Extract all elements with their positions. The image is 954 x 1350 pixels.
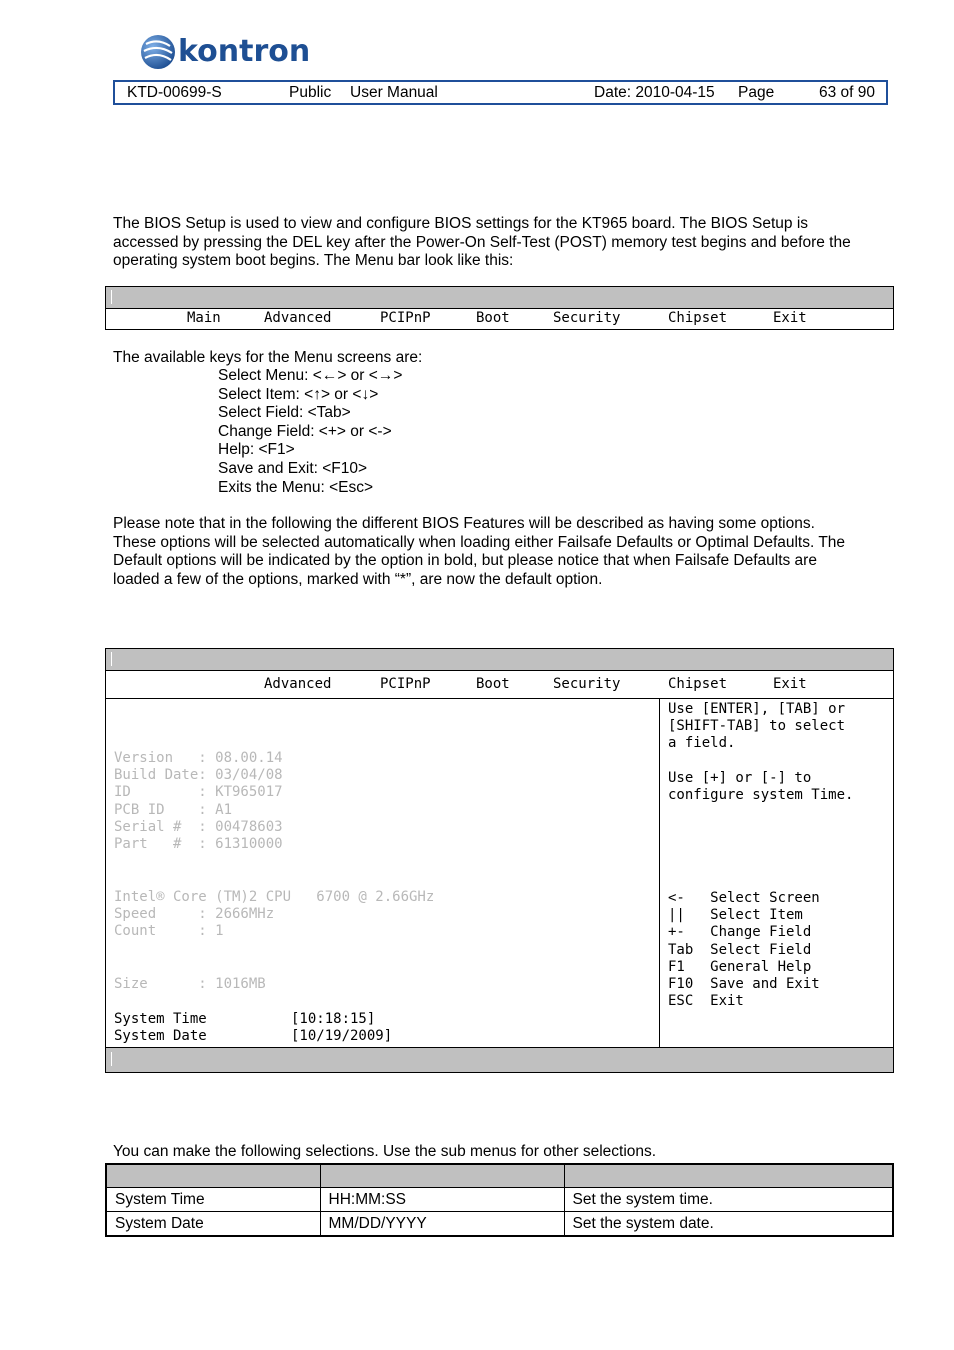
kontron-logo	[140, 32, 310, 72]
bios-part: Part # : 61310000	[114, 836, 283, 852]
note-line: loaded a few of the options, marked with “*”, are now the default option.	[113, 570, 603, 588]
doc-date: Date: 2010-04-15	[594, 84, 715, 101]
bios-memory-size: Size : 1016MB	[114, 976, 266, 992]
bios-menu-boot: Boot	[476, 676, 510, 692]
table-cell-description: Set the system date.	[564, 1212, 893, 1237]
menu-exit: Exit	[773, 310, 807, 326]
table-row	[106, 1188, 893, 1212]
menu-main: Main	[187, 310, 221, 326]
bios-legend-line: || Select Item	[668, 907, 803, 923]
table-cell-value: HH:MM:SS	[320, 1188, 564, 1212]
table-header-cell	[320, 1164, 564, 1188]
doc-id: KTD-00699-S	[127, 84, 222, 101]
key-item: Change Field: <+> or <->	[218, 422, 392, 440]
bios-menu-advanced: Advanced	[264, 676, 332, 692]
intro-line: The BIOS Setup is used to view and configure BIOS settings for the KT965 board. The BIOS Setup is	[113, 215, 809, 232]
menu-pcipnp: PCIPnP	[380, 310, 431, 326]
bios-legend-line: +- Change Field	[668, 924, 812, 940]
bios-help-text: Use [ENTER], [TAB] or	[668, 701, 846, 717]
bios-main-screen	[105, 648, 894, 1073]
document-header	[113, 80, 888, 105]
keys-list	[218, 367, 402, 497]
bios-cpu-count: Count : 1	[114, 923, 224, 939]
table-cell-option: System Date	[106, 1212, 320, 1237]
bios-help-text: a field.	[668, 735, 736, 751]
bios-menu-exit: Exit	[773, 676, 807, 692]
bios-pcb-id: PCB ID : A1	[114, 802, 233, 818]
selections-intro: You can make the following selections. Use the sub menus for other selections.	[113, 1143, 657, 1160]
page-label: Page	[738, 84, 775, 101]
bios-build-date: Build Date: 03/04/08	[114, 767, 283, 783]
bios-divider	[106, 698, 893, 699]
menu-advanced: Advanced	[264, 310, 332, 326]
bios-legend-line: ESC Exit	[668, 993, 744, 1009]
bios-menu-chipset: Chipset	[668, 676, 728, 692]
bios-cpu-speed: Speed : 2666MHz	[114, 906, 275, 922]
selections-table	[105, 1163, 894, 1237]
note-line: These options will be selected automatically when loading either Failsafe Defaults or Optimal Defaults. The	[113, 533, 846, 551]
menu-security: Security	[553, 310, 621, 326]
bios-legend-line: F10 Save and Exit	[668, 976, 820, 992]
key-item: Select Field: <Tab>	[218, 404, 351, 422]
logo-wordmark: kontron	[178, 34, 311, 69]
bios-serial: Serial # : 00478603	[114, 819, 283, 835]
bios-system-time: System Time [10:18:15]	[114, 1011, 376, 1027]
bios-legend-line: Tab Select Field	[668, 942, 812, 958]
table-cell-value: MM/DD/YYYY	[320, 1212, 564, 1237]
doc-type: User Manual	[350, 84, 438, 101]
key-item: Select Menu: <←> or <→>	[218, 367, 403, 384]
bios-cpu: Intel® Core (TM)2 CPU 6700 @ 2.66GHz	[114, 889, 435, 905]
key-item: Save and Exit: <F10>	[218, 459, 368, 477]
menu-boot: Boot	[476, 310, 510, 326]
table-row	[106, 1212, 893, 1237]
keys-intro: The available keys for the Menu screens are:	[113, 349, 423, 366]
bios-help-text: Use [+] or [-] to	[668, 770, 812, 786]
menubar-title-bar	[106, 287, 893, 309]
bios-system-date: System Date [10/19/2009]	[114, 1028, 393, 1044]
globe-icon	[140, 34, 176, 70]
bios-help-text: [SHIFT-TAB] to select	[668, 718, 846, 734]
bios-menu-pcipnp: PCIPnP	[380, 676, 431, 692]
note-line: Default options will be indicated by the option in bold, but please notice that when Failsafe Defaults are	[113, 552, 817, 570]
table-cell-description: Set the system time.	[564, 1188, 893, 1212]
intro-line: accessed by pressing the DEL key after the Power-On Self-Test (POST) memory test begins and before the	[113, 233, 851, 251]
doc-visibility: Public	[289, 84, 332, 101]
bios-column-divider	[659, 698, 660, 1049]
bios-legend-line: F1 General Help	[668, 959, 812, 975]
bios-menu-security: Security	[553, 676, 621, 692]
table-cell-option: System Time	[106, 1188, 320, 1212]
table-header-cell	[564, 1164, 893, 1188]
page-number: 63 of 90	[819, 84, 876, 101]
bios-id: ID : KT965017	[114, 784, 283, 800]
menubar-illustration	[105, 286, 894, 330]
key-item: Help: <F1>	[218, 441, 295, 459]
menu-chipset: Chipset	[668, 310, 728, 326]
bios-help-text: configure system Time.	[668, 787, 854, 803]
note-paragraph	[113, 515, 893, 589]
key-item: Exits the Menu: <Esc>	[218, 478, 374, 496]
note-line: Please note that in the following the different BIOS Features will be described as having some options.	[113, 515, 815, 532]
intro-paragraph	[113, 215, 893, 271]
table-header-row	[106, 1164, 893, 1188]
key-item: Select Item: <↑> or <↓>	[218, 385, 379, 403]
bios-legend-line: <- Select Screen	[668, 890, 820, 906]
bios-title-bar	[106, 649, 893, 671]
bios-version: Version : 08.00.14	[114, 750, 283, 766]
table-header-cell	[106, 1164, 320, 1188]
intro-line: operating system boot begins. The Menu bar look like this:	[113, 252, 514, 270]
bios-footer-bar	[106, 1047, 893, 1072]
